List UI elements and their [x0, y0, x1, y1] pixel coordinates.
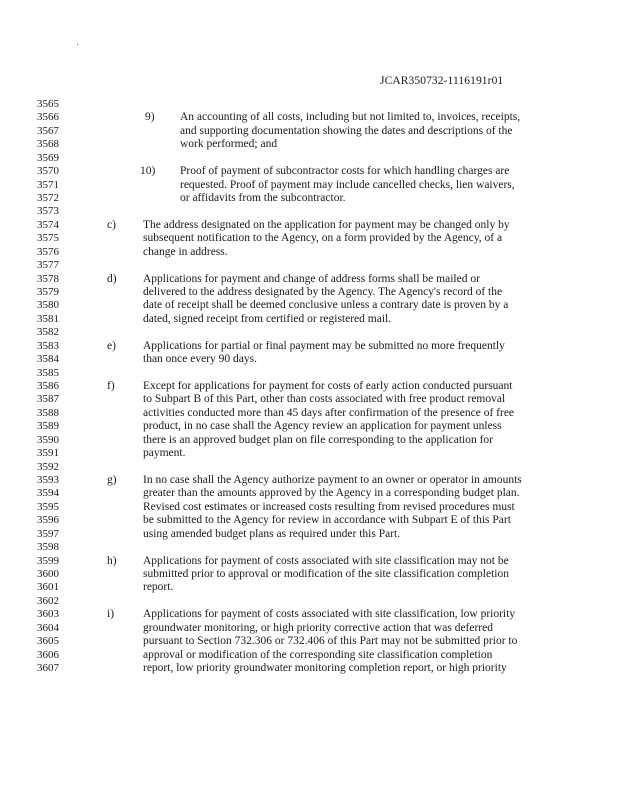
section-text-line: Revised cost estimates or increased costs resulting from revised procedures must	[143, 500, 515, 513]
section-text-line: date of receipt shall be deemed conclusive unless a contrary date is proven by a	[143, 299, 509, 312]
line-number: 3571	[37, 178, 59, 191]
line-number: 3575	[37, 232, 59, 245]
line-number: 3599	[37, 554, 59, 567]
section-text-line: report.	[143, 581, 174, 594]
section-text-line: dated, signed receipt from certified or registered mail.	[143, 312, 392, 325]
section-label: g)	[107, 474, 117, 487]
section-text-line: delivered to the address designated by the Agency. The Agency's record of the	[143, 286, 503, 299]
line-number: 3584	[37, 353, 59, 366]
section-text-line: The address designated on the application for payment may be changed only by	[143, 218, 510, 231]
section-text-line: Applications for payment of costs associated with site classification, low priority	[143, 608, 516, 621]
line-number: 3581	[37, 312, 59, 325]
section-text-line: change in address.	[143, 245, 228, 258]
line-number: 3578	[37, 272, 59, 285]
section-text-line: An accounting of all costs, including but not limited to, invoices, receipts,	[180, 111, 521, 124]
section-label: 10)	[140, 165, 156, 178]
line-number: 3592	[37, 460, 59, 473]
line-number: 3598	[37, 541, 59, 554]
line-number: 3591	[37, 447, 59, 460]
section-text-line: product, in no case shall the Agency review an application for payment unless	[143, 420, 502, 433]
section-text-line: groundwater monitoring, or high priority corrective action that was deferred	[143, 621, 493, 634]
line-number: 3574	[37, 218, 59, 231]
section-label: 9)	[145, 111, 155, 124]
section-text-line: In no case shall the Agency authorize payment to an owner or operator in amounts	[143, 474, 522, 487]
section-text-line: and supporting documentation showing the dates and descriptions of the	[180, 124, 513, 137]
line-number: 3568	[37, 138, 59, 151]
line-number: 3586	[37, 380, 59, 393]
section-text-line: Proof of payment of subcontractor costs for which handling charges are	[180, 165, 510, 178]
section-text-line: payment.	[143, 447, 186, 460]
section-label: c)	[107, 218, 116, 231]
line-number: 3573	[37, 205, 59, 218]
line-number: 3607	[37, 662, 59, 675]
section-text-line: than once every 90 days.	[143, 353, 258, 366]
section-text-line: requested. Proof of payment may include cancelled checks, lien waivers,	[180, 178, 515, 191]
section-text-line: Applications for partial or final payment may be submitted no more frequently	[143, 339, 505, 352]
section-text-line: report, low priority groundwater monitoring completion report, or high priority	[143, 662, 507, 675]
section-text-line: be submitted to the Agency for review in accordance with Subpart E of this Part	[143, 514, 511, 527]
line-number: 3583	[37, 339, 59, 352]
section-label: h)	[107, 554, 117, 567]
line-number: 3565	[37, 98, 59, 110]
section-text-line: greater than the amounts approved by the Agency in a corresponding budget plan.	[143, 487, 520, 500]
section-label: f)	[107, 380, 115, 393]
line-number: 3606	[37, 648, 59, 661]
line-number: 3593	[37, 474, 59, 487]
section-text-line: approval or modification of the corresponding site classification completion	[143, 648, 493, 661]
document-id: JCAR350732-1116191r01	[380, 75, 504, 87]
line-number: 3602	[37, 594, 59, 607]
line-number: 3601	[37, 581, 59, 594]
section-text-line: Applications for payment of costs associated with site classification may not be	[143, 554, 509, 567]
section-label: e)	[107, 339, 116, 352]
line-number: 3569	[37, 151, 59, 164]
line-number: 3588	[37, 406, 59, 419]
section-text-line: subsequent notification to the Agency, on a form provided by the Agency, of a	[143, 232, 503, 245]
line-number: 3579	[37, 286, 59, 299]
line-number: 3596	[37, 514, 59, 527]
section-text-line: Applications for payment and change of address forms shall be mailed or	[143, 272, 480, 285]
line-number: 3595	[37, 500, 59, 513]
line-number: 3603	[37, 608, 59, 621]
line-number: 3604	[37, 621, 59, 634]
section-label: d)	[107, 272, 117, 285]
line-number: 3566	[37, 111, 59, 124]
section-text-line: Except for applications for payment for costs of early action conducted pursuant	[143, 380, 513, 393]
section-text-line: activities conducted more than 45 days after confirmation of the presence of free	[143, 406, 515, 419]
line-number: 3589	[37, 420, 59, 433]
section-text-line: using amended budget plans as required under this Part.	[143, 527, 401, 540]
section-text-line: pursuant to Section 732.306 or 732.406 of this Part may not be submitted prior to	[143, 635, 518, 648]
line-number: 3576	[37, 245, 59, 258]
section-text-line: work performed; and	[180, 138, 278, 151]
line-number: 3582	[37, 326, 59, 339]
section-text-line: submitted prior to approval or modification of the site classification completion	[143, 568, 509, 581]
section-text-line: to Subpart B of this Part, other than costs associated with free product removal	[143, 393, 506, 406]
line-number: 3597	[37, 527, 59, 540]
section-label: i)	[107, 608, 115, 621]
line-number: 3572	[37, 192, 59, 204]
line-number: 3570	[37, 165, 59, 178]
scan-speck	[77, 44, 78, 45]
section-text-line: there is an approved budget plan on file corresponding to the application for	[143, 433, 494, 446]
line-number: 3585	[37, 366, 59, 379]
line-number: 3594	[37, 487, 59, 500]
line-number: 3587	[37, 393, 59, 406]
line-number: 3567	[37, 124, 59, 137]
line-number: 3580	[37, 299, 59, 312]
section-text-line: or affidavits from the subcontractor.	[180, 192, 346, 204]
line-number: 3577	[37, 259, 59, 272]
line-number: 3600	[37, 568, 59, 581]
line-number: 3605	[37, 635, 59, 648]
line-number: 3590	[37, 433, 59, 446]
